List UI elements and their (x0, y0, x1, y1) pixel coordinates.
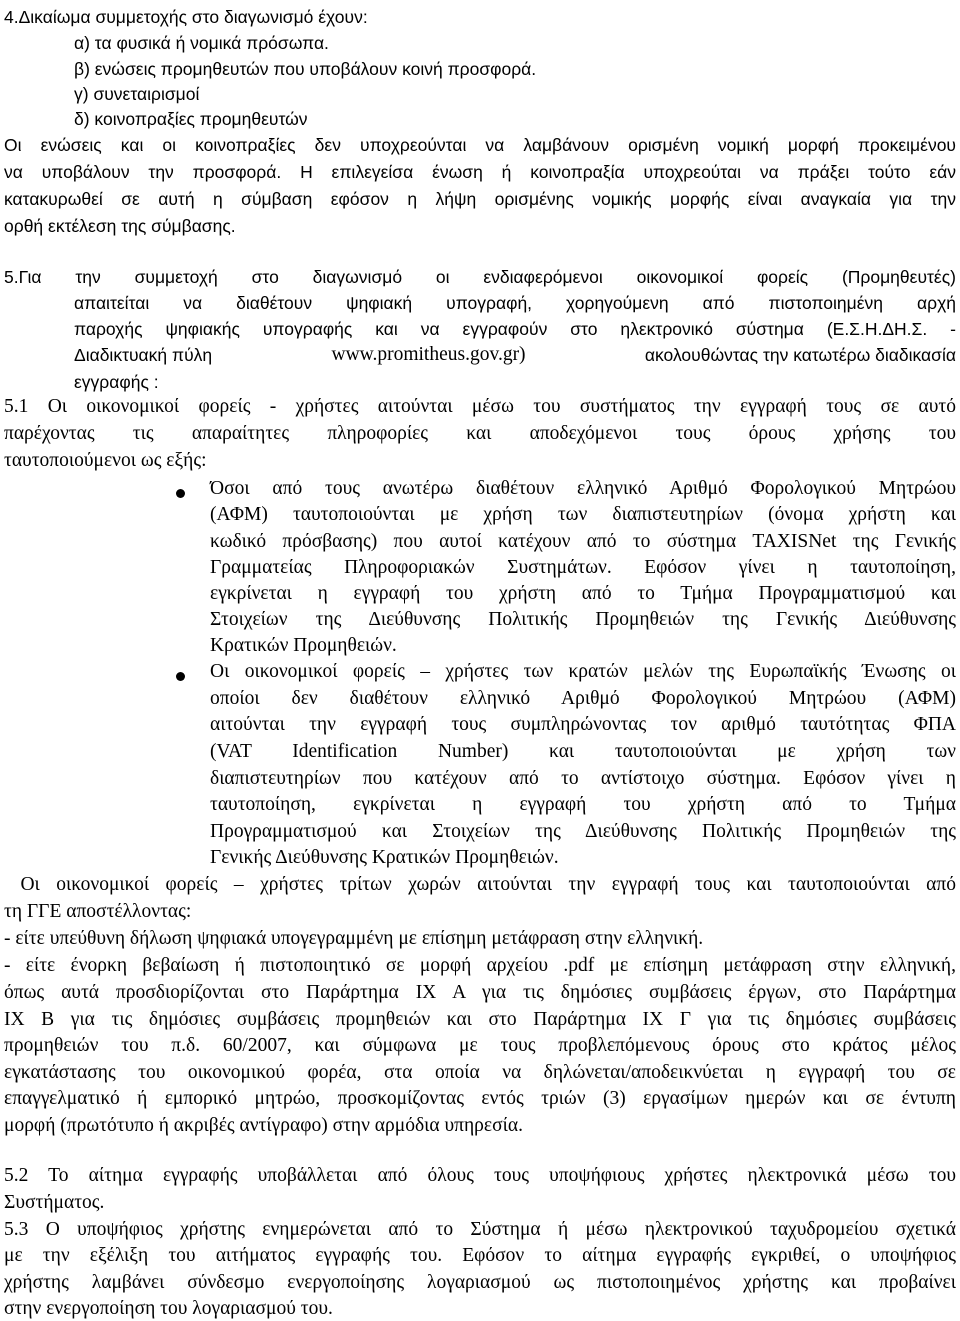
bullet-2-line: Προγραμματισμού και Στοιχείων της Διεύθυνσης Πολιτικής Προμηθειών της (210, 821, 956, 842)
bullet-1-line: Όσοι από τους ανωτέρω διαθέτουν ελληνικό Αριθμό Φορολογικού Μητρώου (210, 478, 956, 499)
bullet-1-line: Γραμματείας Πληροφοριακών Συστημάτων. Εφόσον γίνει η ταυτοποίηση, (210, 557, 956, 578)
section-5-3-line: 5.3 Ο υποψήφιος χρήστης ενημερώνεται από το Σύστημα ή μέσω ηλεκτρονικού ταχυδρομείου σχετικά (4, 1219, 956, 1240)
bullet-1-line: Κρατικών Προμηθειών. (210, 635, 397, 656)
section-5-1-line: ταυτοποιούμενοι ως εξής: (4, 450, 207, 471)
section-4-title: 4.Δικαίωμα συμμετοχής στο διαγωνισμό έχουν: (4, 7, 368, 27)
section-5-2-line: Συστήματος. (4, 1192, 105, 1213)
bullet-1-line: κωδικό πρόσβασης) που αυτοί κατέχουν από το σύστημα TAXISNet της Γενικής (210, 531, 956, 552)
third-country-line: επαγγελματικό ή εμπορικό μητρώο, προσκομίζοντας εντός τριών (3) εργασίμων ημερών και σε έντυπη (4, 1088, 956, 1109)
third-country-line: προμηθειών του π.δ. 60/2007, και σύμφωνα με τους προβλεπόμενους όρους στο κράτος μέλος (4, 1035, 956, 1056)
third-country-line: τη ΓΓΕ αποστέλλοντας: (4, 901, 192, 922)
third-country-line: εγκατάστασης του οικονομικού φορέα, στα οποία να δηλώνεται/αποδεικνύεται η εγγραφή του σε (4, 1062, 956, 1083)
bullet-2-line: Οι οικονομικοί φορείς – χρήστες των κρατών μελών της Ευρωπαϊκής Ένωσης οι (210, 661, 956, 682)
section-5-line: 5.Για την συμμετοχή στο διαγωνισμό οι ενδιαφερόμενοι οικονομικοί φορείς (Προμηθευτές) (4, 267, 956, 287)
third-country-line: - είτε υπεύθυνη δήλωση ψηφιακά υπογεγραμμένη με επίσημη μετάφραση στην ελληνική. (4, 928, 704, 949)
third-country-line: - είτε ένορκη βεβαίωση ή πιστοποιητικό σε μορφή αρχείου .pdf με επίσημη μετάφραση στην ελληνική, (4, 955, 956, 976)
bullet-icon (176, 489, 185, 498)
bullet-1-line: εγκρίνεται η εγγραφή του χρήστη από το Τμήμα Προγραμματισμού και (210, 583, 956, 604)
bullet-icon (176, 672, 185, 681)
section-5-line-tail: ακολουθώντας την κατωτέρω διαδικασία (644, 345, 956, 365)
portal-prefix: Διαδικτυακή πύλη (74, 345, 213, 365)
section-4-paragraph-line: κατακυρωθεί σε αυτή η σύμβαση εφόσον η λήψη ορισμένης νομικής μορφής είναι αναγκαία για την (4, 189, 956, 209)
section-5-line: εγγραφής : (74, 372, 159, 392)
section-5-1-line: 5.1 Οι οικονομικοί φορείς - χρήστες αιτούνται μέσω του συστήματος την εγγραφή τους σε αυτό (4, 396, 956, 417)
bullet-2-line: ταυτοποίηση, εγκρίνεται η εγγραφή του χρήστη από το Τμήμα (210, 794, 956, 815)
section-5-1-line: παρέχοντας τις απαραίτητες πληροφορίες και αποδεχόμενοι τους όρους χρήσης του (4, 423, 956, 444)
bullet-2-line: αιτούνται την εγγραφή τους συμπληρώνοντας τον αριθμό ταυτότητας ΦΠΑ (210, 714, 956, 735)
section-4-paragraph-line: να υποβάλουν την προσφορά. Η επιλεγείσα ένωση ή κοινοπραξία υποχρεούται να πράξει τούτο εάν (4, 162, 956, 182)
bullet-2-line: διαπιστευτηρίων που κατέχουν από το αντίστοιχο σύστημα. Εφόσον γίνει η (210, 768, 956, 789)
third-country-line: όπως αυτά προσδιορίζονται στο Παράρτημα ΙΧ Α για τις δημόσιες συμβάσεις έργων, στο Παράρτημα (4, 982, 956, 1003)
third-country-line: μορφή (πρωτότυπο ή ακριβές αντίγραφο) στην αρμόδια υπηρεσία. (4, 1115, 523, 1136)
bullet-1-line: (ΑΦΜ) ταυτοποιούνται με χρήση των διαπιστευτηρίων (όνομα χρήστη και (210, 504, 956, 525)
section-5-3-line: χρήστης λαμβάνει σύνδεσμο ενεργοποίησης λογαριασμού ως πιστοποιημένος χρήστης και προβαίνει (4, 1272, 956, 1293)
bullet-2-line: Γενικής Διεύθυνσης Κρατικών Προμηθειών. (210, 847, 559, 868)
section-5-2-line: 5.2 Το αίτημα εγγραφής υποβάλλεται από όλους τους υποψήφιους χρήστες ηλεκτρονικά μέσω του (4, 1165, 956, 1186)
third-country-line: Οι οικονομικοί φορείς – χρήστες τρίτων χωρών αιτούνται την εγγραφή τους και ταυτοποιούνται από (4, 874, 956, 895)
section-4-item-b: β) ενώσεις προμηθευτών που υποβάλουν κοινή προσφορά. (74, 59, 537, 79)
section-5-3-line: στην ενεργοποίηση του λογαριασμού του. (4, 1298, 333, 1319)
section-4-paragraph-line: ορθή εκτέλεση της σύμβασης. (4, 216, 236, 236)
section-5-3-line: με την εξέλιξη του αιτήματος εγγραφής του. Εφόσον το αίτημα εγγραφής εγκριθεί, ο υποψήφιος (4, 1245, 956, 1266)
section-5-line: παροχής ψηφιακής υπογραφής και να εγγραφούν στο ηλεκτρονικό σύστημα (Ε.Σ.Η.ΔΗ.Σ. - (74, 319, 956, 339)
section-4-item-d: δ) κοινοπραξίες προμηθευτών (74, 109, 308, 129)
section-4-item-c: γ) συνεταιρισμοί (74, 84, 200, 104)
bullet-2-line: οποίοι δεν διαθέτουν ελληνικό Αριθμό Φορολογικού Μητρώου (ΑΦΜ) (210, 688, 956, 709)
section-4-item-a: α) τα φυσικά ή νομικά πρόσωπα. (74, 33, 329, 53)
portal-link[interactable]: www.promitheus.gov.gr) (331, 344, 526, 365)
bullet-1-line: Στοιχείων της Διεύθυνσης Πολιτικής Προμηθειών της Γενικής Διεύθυνσης (210, 609, 956, 630)
section-5-line: απαιτείται να διαθέτουν ψηφιακή υπογραφή, χορηγούμενη από πιστοποιημένη αρχή (74, 293, 956, 313)
third-country-line: ΙΧ Β για τις δημόσιες συμβάσεις προμηθειών και στο Παράρτημα ΙΧ Γ για τις δημόσιες συμβάσεις (4, 1009, 956, 1030)
section-5-portal-line (74, 343, 956, 367)
section-4-paragraph-line: Οι ενώσεις και οι κοινοπραξίες δεν υποχρεούνται να λαμβάνουν ορισμένη νομική μορφή προκειμένου (4, 135, 956, 155)
bullet-2-line: (VAT Identification Number) και ταυτοποιούνται με χρήση των (210, 741, 956, 762)
